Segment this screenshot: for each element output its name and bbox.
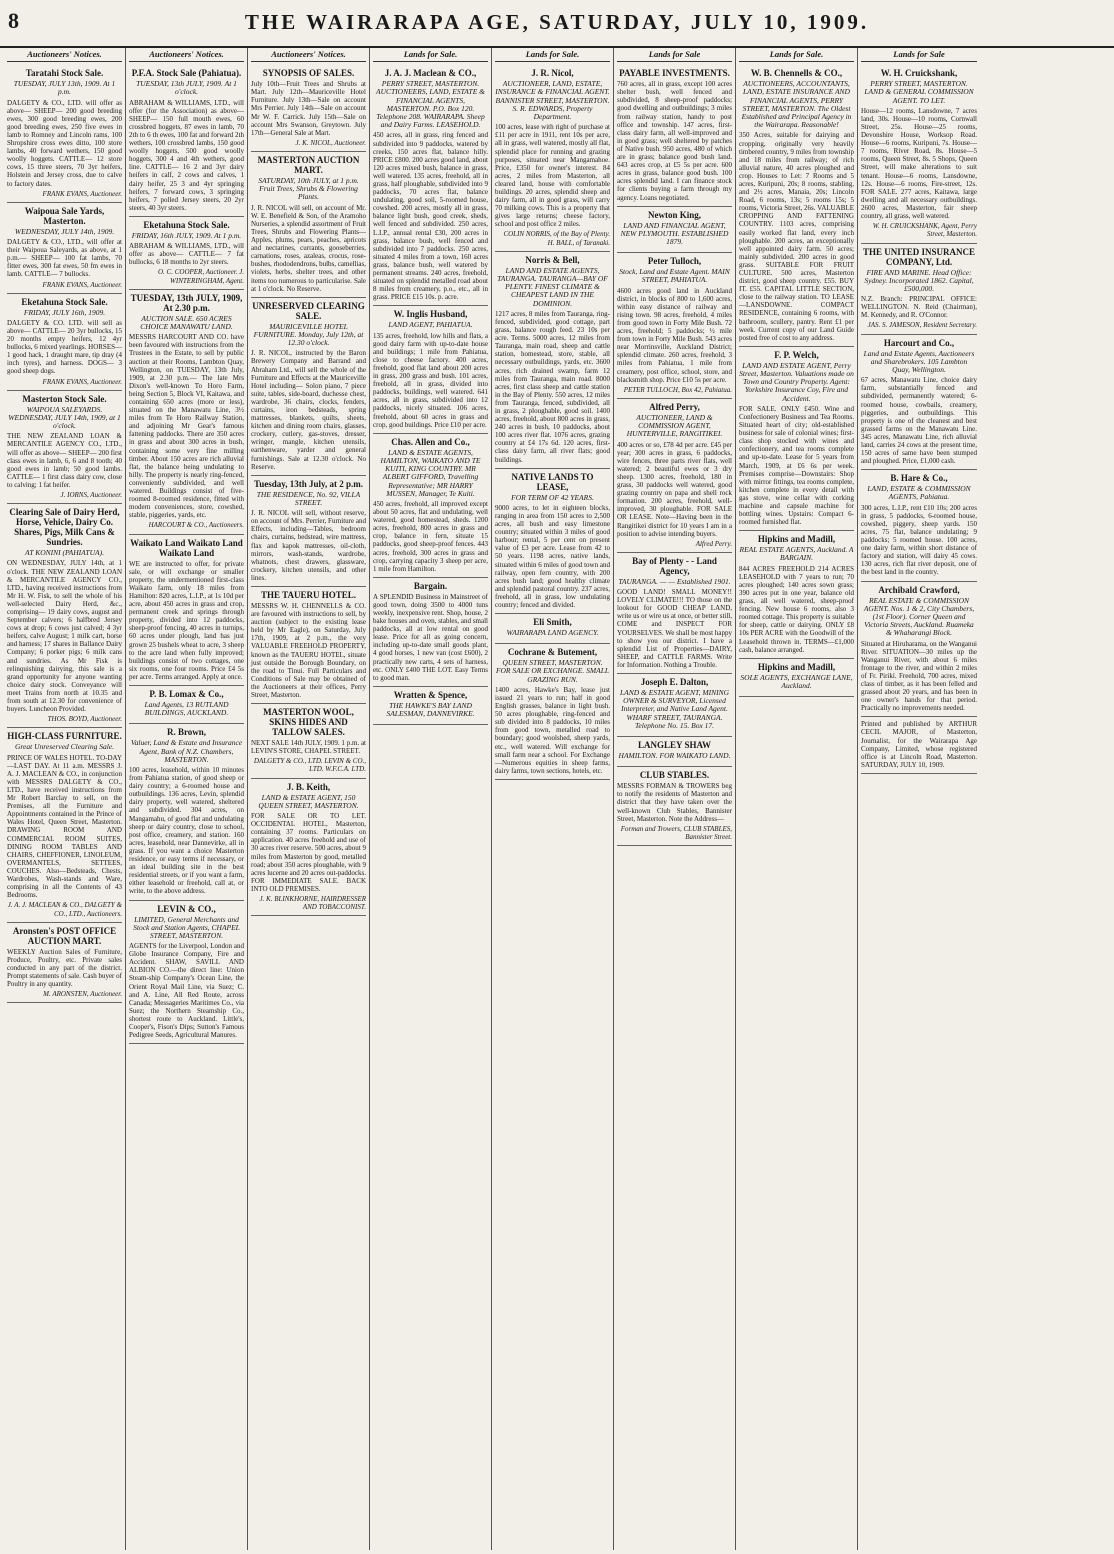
ad-body: 844 ACRES FREEHOLD 214 ACRES LEASEHOLD with 7 years to run; 70 acres ploughed; 140 acres sown grass; 390 acres put in one year, balance old grass, all well watered, sheep-proof fencing. New house 6 rooms, also 3 roomed cottage. This property is suitable for sheep, cattle or dairying. ONLY £8 10s PER ACRE with the Goodwill of the Leasehold thrown in. TERMS—£1,000 cash, balance arranged. (739, 564, 854, 654)
advertisement (495, 65, 610, 252)
ad-title: J. A. J. Maclean & CO., (384, 68, 477, 79)
ad-signature: DALGETY & CO., LTD. LEVIN & CO., LTD. W.F.C.A. LTD. (253, 757, 366, 774)
advertisement (495, 469, 610, 614)
ad-title: W. H. Cruickshank, (880, 68, 958, 79)
ad-body: ABRAHAM & WILLIAMS, LTD., will offer (for the Association) as above— SHEEP— 150 full mouth ewes, 60 crossbred hoggets, 87 ewes in lamb, 70 2th to 6 th ewes, 100 fat and forward 2th wethers, 100 crossbred lambs, 150 good woolly hoggets, 500 good woolly hoggets, 300 4 and 4th wethers, good line. CATTLE— 16 2 and 3yr dairy heifers in calf, 2 cows and calves, 1 dairy heifer, 25 3 and 4yr springing heifers, 7 forward cows, 3 springing heifers, 7 polled Jersey steers, 20 2yr steers, 40 3yr steers. (129, 98, 244, 212)
masthead (0, 0, 1114, 48)
ad-subtitle: FRIDAY, 16th JULY, 1909. At 1 p.m. (131, 230, 242, 240)
ad-subtitle: LAND & ESTATE AGENT, 150 QUEEN STREET, MASTERTON. (258, 792, 359, 810)
ad-title: NATIVE LANDS TO LEASE, (511, 471, 594, 492)
ad-title: MASTERTON WOOL, SKINS HIDES AND TALLOW SALES. (263, 707, 354, 738)
ad-signature: FRANK EVANS, Auctioneer. (42, 377, 122, 386)
advertisement (861, 582, 977, 718)
ad-title: MASTERTON AUCTION MART. (257, 155, 360, 176)
ad-subtitle: Land Agents, 13 RUTLAND BUILDINGS, AUCKLAND. (144, 699, 229, 718)
ad-title: B. Hare & Co., (890, 473, 948, 484)
ad-subtitle: LAND & ESTATE AGENTS, HAMILTON, WAIKATO AND TE KUITI, KING COUNTRY. MR ALBERT GIFFORD, Travelling Representative; MR HARRY MUSSEN, Manager, Te Kuiti. (380, 447, 481, 498)
ad-title: LANGLEY SHAW (638, 740, 711, 751)
ad-title: HIGH-CLASS FURNITURE. (7, 731, 122, 742)
ad-signature: J. IORNS, Auctioneer. (60, 491, 122, 500)
ad-body: PRINCE OF WALES HOTEL. TO-DAY—LAST DAY. At 11 a.m. MESSRS J. A. J. MACLEAN & CO., in conjunction with MESSRS DALGETY & CO., LTD., have received instructions from Mr Robert Barclay to sell, on the Premises, all the Furniture and Appointments contained in the Prince of Wales Hotel, Queen Street, Masterton. DRAWING ROOM AND COMMERCIAL ROOM SUITES, DINING ROOM TABLES AND CHAIRS, CHEFFIONER, LINOLEUM, OVERMANTELS, SETTEES, COUCHES. Also—Bedsteads, Chests, Wardrobes, Wash-stands and Ware, comprising in all the Contents of 43 Bedrooms. (7, 753, 122, 900)
advertisement (129, 686, 244, 724)
ad-body: 100 acres, lease with right of purchase at £11 per acre in 1911, rent 10s per acre, all in grass, well watered, mostly all flat, splendid place for running and grazing purposes, situated near Mangamahoe. Price, £350 for owner's interest. 84 acres, 2 miles from Masterton, all cleared land, house with comfortable buildings. 20 acres, splendid sheep and dairy farm, all in good grass, will carry 70 milking cows. This is a property that gives large returns; cheese factory, school and post office 2 miles. (495, 123, 610, 229)
ad-body: 450 acres, freehold, all improved except about 50 acres, flat and undulating, well watered, good homestead, sheds. 1200 acres, freehold, 800 acres in grass and crop, balance in fern, situate 15 paddocks, good sheep-proof fences. 443 acres, freehold, 300 acres in grass and crop, carrying capacity 3 sheep per acre, 1 mile from Hamilton. (373, 499, 488, 573)
ad-subtitle: LAND, ESTATE & COMMISSION AGENTS, Pahiatua. (867, 484, 971, 502)
advertisement (739, 659, 854, 697)
ad-title: THE TAUERU HOTEL. (261, 589, 356, 600)
ad-title: Waikato Land Waikato Land Waikato Land (130, 537, 243, 558)
advertisement (861, 65, 977, 243)
ad-body: J. R. NICOL, instructed by the Baron Brewery Company and Barrand and Abraham Ltd., will sell the whole of the Furniture and Effects at the Mauriceville Hotel including— Solon piano, 7 piece suite, tables, side-board, duchesse chest, wardrobe, 36 chairs, clocks, fenders, curtains, iron bedsteads, spring mattresses, blankets, quilts, sheets, kitchen and dining room chairs, glasses, crockery, cutlery, gas-stoves, dresser, wringer, mangle, kitchen utensils, earthenware, yarder and general furnishings. Sale at 12.30 o'clock. No Reserve. (251, 349, 366, 471)
ad-subtitle: TUESDAY, JULY 13th, 1909. At 1 p.m. (13, 79, 116, 97)
ad-signature: J. K. NICOL, Auctioneer. (295, 138, 366, 147)
advertisement (739, 65, 854, 347)
newspaper-column (248, 48, 370, 1550)
ad-subtitle: FRIDAY, JULY 16th, 1909. (23, 307, 106, 317)
ad-title: W. Inglis Husband, (393, 309, 468, 320)
ad-body: MESSRS FORMAN & TROWERS beg to notify the residents of Masterton and district that they have taken over the well-known Club Stables, Bannister Street, Masterton. Note the Address— (617, 782, 732, 823)
advertisement (7, 203, 122, 294)
ad-subtitle: WAIPOUA SALEYARDS. WEDNESDAY, JULY 14th, 1909, at 1 o'clock. (8, 404, 121, 431)
advertisement (129, 217, 244, 290)
ad-body: 1217 acres, 8 miles from Tauranga, ring-fenced, subdivided, good cottage, part grass, balance rough feed. 23 10s per acre. Terms. 5000 acres, 12 miles from Tauranga, main road, sheep and cattle station, homestead, store, stable, all necessary outbuildings, yards, etc. 3600 acres, rich drained swamp, farm 12 miles from Tauranga, main road. 8000 acres, first class sheep and cattle station in the Bay of Plenty. 550 acres, 12 miles from Tauranga, fenced, subdivided, all in grass, 2 ploughable, good soil. 1400 acres, freehold, about 800 acres in grass, 240 acres in bush, 10 paddocks, about 100 acres river flat. 1076 acres, grazing country at £4 17s 6d. 120 acres, first-class dairy farm, all river flats; good buildings. (495, 309, 610, 464)
newspaper-column (736, 48, 858, 1550)
advertisement (739, 347, 854, 531)
ad-title: Eli Smith, (533, 617, 572, 628)
ad-title: UNRESERVED CLEARING SALE. (252, 300, 365, 321)
advertisement (495, 644, 610, 780)
ad-body: 100 acres, leasehold, within 10 minutes from Pahiatua station, of good sheep or dairy country; a 6-roomed house and outbuildings. 136 acres, Levin, splendid dairy property, well watered, sheltered and subdivided. 304 acres, on Mangamahu, of good flat and undulating sheep or dairy country, close to school, post office, creamery, and station. 160 acres, leasehold, near Dannevirke, all in grass. If you want a choice Masterton residence, or easy terms if necessary, or an ideal building site in the best residential streets, or if you want a farm, either leasehold or freehold, call at, or write, to the above address. (129, 766, 244, 896)
ad-body: 1400 acres, Hawke's Bay, lease just issued 21 years to run; half in good English grasses, balance in light bush. 50 acres ploughable, ring-fenced and sub divided into 8 paddocks, 10 miles from good town, metalled road to boundary; good woolshed, sheep yards, etc., well watered. Will exchange for small farm near a school. For Exchange—Numerous equities in sheep farms, dairy farms, town sections, hotels, etc. (495, 685, 610, 775)
newspaper-title: THE WAIRARAPA AGE, SATURDAY, JULY 10, 1909. (244, 10, 870, 34)
newspaper-column (370, 48, 492, 1550)
ad-title: J. B. Keith, (286, 781, 331, 792)
ad-body: 67 acres, Manawatu Line, choice dairy farm, substantially fenced and subdivided, permanently watered; 6-roomed house, cowbails, creamery, piggeries, and outbuildings. This property is one of the cleanest and best grassed farms on the Manawatu Line. 345 acres, Manawatu Line, rich alluvial land, carries 24 cows at the present time, 150 acres of same have been stumped and ploughed. Price, £1,000 cash. (861, 376, 977, 466)
ad-title: Cochrane & Butement, (507, 647, 598, 658)
newspaper-column (4, 48, 126, 1550)
ad-title: Hipkins and Madill, (757, 534, 836, 545)
ad-title: Eketahuna Stock Sale. (21, 296, 108, 307)
ad-subtitle: AT KONINI (PAHIATUA). (25, 548, 104, 558)
ad-body: 760 acres, all in grass, except 100 acres shelter bush, well fenced and subdivided, 8 sheep-proof paddocks; good dwelling and outbuildings; 3 miles from railway station, handy to post office and township. 147 acres, first-class dairy farm, all well-improved and in good grass; well sheltered by patches of Native bush. 950 acres, 480 of which are in grass; balance good bush land. 643 acres crop, at £5 5s per acre. 600 acres in grass, balance good bush. 100 acres splendid land. I can finance stock for clients buying a farm through my agency. Loans negotiated. (617, 80, 732, 202)
newspaper-column (858, 48, 980, 1550)
ad-title: Waipoua Sale Yards, Masterton. (24, 205, 105, 226)
advertisement (251, 298, 366, 476)
ad-title: P. B. Lomax & Co., (149, 688, 224, 699)
ad-subtitle: REAL ESTATE AGENTS, Auckland. A BARGAIN. (739, 545, 854, 563)
ad-title: Bay of Plenty - - Land Agency, (632, 555, 717, 576)
ad-title: Harcourt and Co., (883, 337, 955, 348)
column-header: Lands for Sale. (373, 48, 488, 62)
ad-title: R. Brown, (166, 727, 207, 738)
ad-subtitle: WEDNESDAY, JULY 14th, 1909. (14, 226, 115, 236)
advertisement (617, 553, 732, 674)
ad-subtitle: PERRY STREET, MASTERTON. LAND & GENERAL COMMISSION AGENT. TO LET. (864, 79, 974, 105)
page-number: 8 (8, 8, 19, 33)
ad-signature: J. K. BLINKHORNE, HAIRDRESSER AND TOBACCONIST. (259, 895, 366, 912)
ad-body: FOR SALE OR TO LET. OCCIDENTAL HOTEL, Masterton, containing 37 rooms. Particulars on application. 40 acres freehold and use of 30 acres river reserve. 500 acres, about 9 miles from Masterton by good, metalled road; about 350 acres ploughable, with 9 acres lucerne and 20 acres out-paddocks. FOR IMMEDIATE SALE. BACK INTO OLD PREMISES. (251, 812, 366, 893)
ad-body: Printed and published by ARTHUR CECIL MAJOR, of Masterton, Journalist, for the Wairarapa Age Company, Limited, whose registered office is at Lincoln Road, Masterton. SATURDAY, JULY 10, 1909. (861, 720, 977, 769)
advertisement (7, 65, 122, 203)
advertisement (739, 531, 854, 658)
ad-subtitle: PERRY STREET, MASTERTON. AUCTIONEERS, LAND, ESTATE & FINANCIAL AGENTS, MASTERTON. P.O. Box 120. Telephone 208. WAIRARAPA. Sheep and Dairy Farms. LEASEHOLD. (376, 79, 485, 130)
ad-title: CLUB STABLES. (639, 770, 710, 781)
ad-signature: FRANK EVANS, Auctioneer. (42, 280, 122, 289)
advertisement (7, 923, 122, 1004)
ad-subtitle: AUCTIONEER, LAND & COMMISSION AGENT, HUNTERVILLE, RANGITIKEI. (626, 412, 723, 439)
ad-body: MESSRS W. H. CHENNELLS & CO. are favoured with instructions to sell, by auction (subject to the existing lease held by Mr Eagle), on Saturday, July 17th, 1909, at 2 p.m., the very VALUABLE FREEHOLD PROPERTY, known as the TAUERU HOTEL, situate just outside the Borough Boundary, on the road to Tinui. Full Particulars and Conditions of Sale may be obtained of the Auctioneers at their offices, Perry Street, Masterton. (251, 601, 366, 699)
ad-subtitle: FIRE AND MARINE. Head Office: Sydney. Incorporated 1862. Capital, £500,000. (864, 267, 974, 293)
advertisement (861, 470, 977, 581)
column-header: Auctioneers' Notices. (129, 48, 244, 62)
advertisement (495, 614, 610, 644)
ad-subtitle: Great Unreserved Clearing Sale. (14, 742, 114, 752)
newspaper-column (126, 48, 248, 1550)
ad-signature: HARCOURT & CO., Auctioneers. (148, 521, 244, 530)
ad-signature: O. C. COOPER, Auctioneer. J. WINTERINGHAM, Agent. (158, 268, 244, 285)
advertisement (861, 244, 977, 335)
column-header: Lands for Sale (861, 48, 977, 62)
advertisement (251, 587, 366, 704)
ad-subtitle: LAND & ESTATE AGENT, MINING OWNER & SURVEYOR, Licensed Interpreter, and Native Land Agent. WHARF STREET, TAURANGA. Telephone No. 15. Box 17. (619, 688, 730, 730)
advertisement (617, 737, 732, 767)
ad-subtitle: LAND AND ESTATE AGENTS, TAURANGA. TAURANGA—BAY OF PLENTY. FINEST CLIMATE & CHEAPEST LAND IN THE DOMINION. (497, 265, 608, 308)
advertisement (617, 253, 732, 399)
ad-signature: M. ARONSTEN, Auctioneer. (43, 990, 122, 999)
advertisement (251, 704, 366, 779)
ad-body: AGENTS for the Liverpool, London and Globe Insurance Company, Fire and Accident. SHAW, SAVILL AND ALBION CO.—the direct line: Union Steam-ship Company's Ocean Line, the Orient Royal Mail Line, via Suez; C. and A. Line, All Red Route, across Canada; Messageries Maritimes Co., via Suez; the Northern Steamship Co., shortest route to Auckland. Little's, Cooper's, Fison's Dips; Sutton's Famous Pedigree Seeds, Agricultural Manures. (129, 942, 244, 1040)
ad-subtitle: AUCTIONEER, LAND, ESTATE, INSURANCE & FINANCIAL AGENT. BANNISTER STREET, MASTERTON. S. R. EDWARDS, Property Department. (495, 79, 610, 122)
ad-signature: JAS. S. JAMESON, Resident Secretary. (867, 321, 977, 330)
advertisement (129, 901, 244, 1045)
ad-title: Taratahi Stock Sale. (25, 68, 104, 79)
advertisement (861, 335, 977, 471)
advertisement (617, 207, 732, 254)
ad-title: Hipkins and Madill, (757, 661, 836, 672)
ad-subtitle: TAURANGA. — — Established 1901. (618, 576, 731, 586)
ad-signature: PETER TULLOCH, Box 42, Pahiatua. (623, 385, 732, 394)
ad-title: THE UNITED INSURANCE COMPANY, Ltd. (862, 246, 976, 267)
advertisement (7, 728, 122, 922)
ad-subtitle: TUESDAY, 13th JULY, 1909. At 1 o'clock. (136, 79, 237, 97)
ad-subtitle: THE RESIDENCE, No. 92, VILLA STREET. (256, 489, 361, 507)
ad-title: Eketahuna Stock Sale. (143, 219, 230, 230)
ad-title: Newton King, (647, 209, 701, 220)
ad-title: J. R. Nicol, (531, 68, 574, 79)
ad-body: 450 acres, all in grass, ring fenced and subdivided into 9 paddocks, watered by creeks, 150 acres flat, balance hilly. PRICE £800. 200 acres good land, about 120 acres mixed bush, balance in grass, well watered. 135 acres, freehold, all in grass, half ploughable, subdivided into 9 paddocks, 70 acres flat, balance undulating, good soil, 5-roomed house, cowshed. 200 acres, mostly all in grass, balance light bush, good creek, sheds, well fenced and subdivided. 250 acres, L.I.P., annual rental £30, 200 acres in grass, balance bush, well fenced and subdivided into 7 paddocks. 250 acres, situated 4 miles from a town, 160 acres grass, balance bush, well watered by permanent streams. 240 acres, freehold, situated on splendid metalled road about 8 miles from creamery, p.o., etc., all in grass. PRICE £15 10s. p. acre. (373, 131, 488, 302)
ad-title: Aronsten's POST OFFICE AUCTION MART. (12, 925, 117, 946)
ad-title: SYNOPSIS OF SALES. (262, 68, 355, 79)
advertisement (7, 504, 122, 728)
ad-subtitle: WAIRARAPA LAND AGENCY. (506, 628, 599, 638)
ad-body: 135 acres, freehold, low hills and flats, a good dairy farm with up-to-date house and buildings; 1 mile from Pahiatua, close to cheese factory. 400 acres, freehold, good flat land about 200 acres in grass, 200 grass and bush. 101 acres, freehold, all in grass, divided into paddocks, buildings, well watered. 641 acres, all in grass, subdivided into 12 paddocks, nicely situated. 106 acres, freehold, about 60 acres in grass and crop, good buildings. Price £10 per acre. (373, 331, 488, 429)
ad-title: Chas. Allen and Co., (391, 436, 470, 447)
ad-body: Situated at Hiruharama, on the Wanganui River. SITUATION—30 miles up the Wanganui River, with about 6 miles frontage to the river, and within 2 miles of Fr. Pirikí. Freehold, 700 acres, mixed class of timber, as it has been felled and grassed about 20 years, and has been in one owner's hands for that period. Practically no improvements needed. (861, 639, 977, 713)
advertisement (129, 65, 244, 217)
advertisement (129, 290, 244, 535)
ad-body: WE are instructed to offer, for private sale, or will exchange or smaller property, the undermentioned first-class Waikato farm, only 18 miles from Hamilton: 820 acres, L.I.P., at 1s 10d per acre, about 450 acres in grass and crop, permanent creek and springs through property, divided into 12 paddocks, sheep-proof fencing, 40 acres in turnips, 60 acres under plough, land has just grown 25 bushels wheat to acre, 3 sheep to the acre land when fully improved; buildings consist of two cottages, one six rooms, one four rooms. Price £4 5s per acre. Terms arranged. Apply at once. (129, 559, 244, 681)
ad-body: 350 Acres, suitable for dairying and cropping, originally very heavily timbered country, 9 miles from township and 18 miles from railway; of rich alluvial nature, 40 acres ploughed and crop. Houses to Let: 7 Rooms and 5 acres, Kuripuni, 20s; 8 rooms, stabling, and 2½ acres, Manaia, 20s; Lincoln Road, 6 rooms, 13s; 5 rooms 15s; 5 rooms, Victoria Street, 26s. VALUABLE CROPPING AND FATTENING COUNTRY. 1103 acres, comprising easily worked flat land, every inch ploughable. 200 acres, an exceptionally well appointed dairy farm. 50 acres; mainly subdivided. 200 acres in good grass. SUITABLE FOR FRUIT CULTURE. 500 acres, Masterton district, good sheep country. £55. BUY IT. £55. CAPITAL LITTLE SECTION, close to the railway station. TO LEASE—LANSDOWNE. COMPACT RESIDENCE, containing 6 rooms, with bathroom, scullery, pantry. Rent £1 per week. Current copy of our Land Guide posted free of cost to any address. (739, 131, 854, 342)
advertisement (373, 687, 488, 725)
ad-title: LEVIN & CO., (157, 903, 216, 914)
advertisement (7, 391, 122, 504)
column-header: Lands for Sale. (495, 48, 610, 62)
advertisement (7, 294, 122, 391)
ad-title: Norris & Bell, (525, 254, 580, 265)
newspaper-column (492, 48, 614, 1550)
ad-title: Joseph E. Dalton, (640, 677, 709, 688)
advertisement (373, 434, 488, 578)
advertisement (617, 65, 732, 206)
advertisement (617, 767, 732, 846)
ad-body: 9000 acres, to let in eighteen blocks, ranging in area from 150 acres to 2,500 acres, all bush and easy limestone country; situated within 3 miles of good harbour; rental, 5 per cent on present value of £3 per acre. Lease from 42 to 50 years. 1198 acres, native lands, situated within 6 miles of good town and railway, open fern country, with 200 acres bush land; good healthy climate and splendid pastoral country. 237 acres, freehold, all in grass, low undulating country; fenced and divided. (495, 503, 610, 609)
ad-title: Masterton Stock Sale. (22, 393, 107, 404)
ad-body: N.Z. Branch: PRINCIPAL OFFICE: WELLINGTON. N. Reid (Chairman), M. Kennedy, and R. O'Connor. (861, 295, 977, 320)
ad-subtitle: LAND AGENT, PAHIATUA. (388, 320, 473, 330)
ad-body: DALGETY & CO., LTD. will offer as above— SHEEP— 200 good breeding ewes, 300 good breeding ewes, 200 good breeding ewes, 250 five ewes in lamb to Romney and Lincoln rams, 100 Shropshire cross ewes ditto, 100 store lambs, 40 forward wethers, 150 good woolly hoggets. CATTLE— 12 store cows, 15 three steers, 70 3yr heifers, Holstein and Jersey cross, due to calve to factory dates. (7, 98, 122, 188)
ad-subtitle: LAND AND ESTATE AGENT, Perry Street, Masterton. Valuations made on Town and Country Property. Agent: Yorkshire Insurance Coy, Fire and Accident. (739, 360, 854, 403)
ad-subtitle: HAMILTON. FOR WAIKATO LAND. (618, 751, 731, 761)
advertisement (373, 578, 488, 687)
ad-body: A SPLENDID Business in Mainstreet of good town, doing 3500 to 4000 tuns weekly, inexpensive rent. Shop, house, 2 bake houses and oven, stables, and small paddocks, all at low rental on good lease. Price for all as going concern, including up-to-date small goods plant, 4 good horses, 1 new van (cost £600), 2 practically new carts, 4 sets of harness, etc. ONLY £400 THE LOT. Easy Terms to good man. (373, 592, 488, 682)
ad-title: Tuesday, 13th July, at 2 p.m. (254, 478, 363, 489)
ad-subtitle: LAND AND FINANCIAL AGENT, NEW PLYMOUTH. ESTABLISHED 1879. (620, 220, 729, 247)
ad-body: ON WEDNESDAY, JULY 14th, at 1 o'clock. THE NEW ZEALAND LOAN & MERCANTILE AGENCY CO., LTD., having received instructions from Mr H. W. Fisk, to sell the whole of his well-selected Dairy Herd, &c., comprising— 19 dairy cows, august and September calvers; 6 halfbred Jersey cows at drop; 6 cows just calved; 4 3yr heifers, calve August; 1 milk cart, horse and harness; 17 shares in Ballance Dairy Company; 6 porker pigs; 6 milk cans and sundries. As Mr Fisk is relinquishing dairying, this sale is a grand opportunity for anyone wanting choice dairy stock. Conveyance will meet Trains from north at 10.35 and from south at 12.30 for convenience of buyers. Luncheon Provided. (7, 559, 122, 714)
ad-body: J. R. NICOL will sell, without reserve, on account of Mrs. Perrier, Furniture and Effects, including—Tables, bedroom chairs, curtains, bedstead, wire mattress, flax and kapok mattresses, oil-cloth, mirrors, wash-stands, wardrobe, whatnots, chest drawers, glassware, crockery, kitchen utensils, and other lines. (251, 509, 366, 582)
advertisement (373, 306, 488, 433)
advertisement (251, 152, 366, 298)
ad-title: Alfred Perry, (649, 401, 700, 412)
advertisement (495, 252, 610, 469)
ad-body: 400 acres or so, £78 4d per acre. £45 per year; 300 acres in grass, 6 paddocks, wire fences, three parts river flats, well watered; 2 beautiful ewes or 3 dry sheep. 1300 acres, freehold, 180 in grass, 30 paddocks well watered, good grazing country on papa and shell rock formation. 200 acres, freehold, well-improved, 30 ploughable. FOR SALE OR LEASE. Note—Having been in the Rangitikei district for 10 years I am in a position to advise intending buyers. (617, 440, 732, 538)
column-header: Auctioneers' Notices. (251, 48, 366, 62)
newspaper-column (614, 48, 736, 1550)
ad-body: House—12 rooms, Lansdowne, 7 acres land, 30s. House—10 rooms, Cornwall Street, 25s. House—25 rooms, Devonshire House, Worksop Road. House—6 rooms, Kuripuni, 7s. House—7 rooms, River Road, 8s. House—5 rooms, Queen Street, 8s. 5 Shops, Queen Street, will make alterations to suit tenant. House—6 rooms, Lansdowne, 12s. House—6 rooms, Fire-street, 12s. FOR SALE. 277 acres, Kaitawa, large dwelling and all necessary outbuildings. 2600 acres, Masterton, fair sheep country, all grass, well watered. (861, 106, 977, 221)
ad-body: J. R. NICOL will sell, on account of Mr. W. E. Benefield & Son, of the Aramoho Nurseries, a splendid assortment of Fruit Trees, Shrubs and Flowering Plants—Apples, plums, pears, peaches, apricots and nectarines, currants, gooseberries, carnations, roses, azaleas, crocus, rose-bushes, rhododendrons, bulbs, camellias, violets, herbs, shelter trees, and other items too numerous to particularise. Sale at 1 o'clock. No Reserve. (251, 203, 366, 293)
ad-subtitle: SATURDAY, 10th JULY, at 1 p.m. Fruit Trees, Shrubs & Flowering Plants. (258, 176, 359, 202)
advertisement (129, 724, 244, 900)
ad-signature: J. A. J. MACLEAN & CO., DALGETY & CO., LTD., Auctioneers. (7, 901, 122, 918)
ad-title: Clearing Sale of Dairy Herd, Horse, Vehicle, Dairy Co. Shares, Pigs, Milk Cans & Sundries. (9, 507, 120, 548)
ad-subtitle: AUCTIONEERS, ACCOUNTANTS, LAND, ESTATE INSURANCE AND FINANCIAL AGENTS, PERRY STREET, MASTERTON. The Oldest Established and Principal Agency in the Wairarapa. Reasonable! (741, 79, 852, 130)
ad-subtitle: Land and Estate Agents, Auctioneers and Sharebrokers. 105 Lambton Quay, Wellington. (863, 348, 975, 375)
ad-subtitle: MAURICEVILLE HOTEL FURNITURE. Monday, July 12th, at 12.30 o'clock. (253, 321, 364, 348)
ad-body: THE NEW ZEALAND LOAN & MERCANTILE AGENCY CO., LTD., will offer as above— SHEEP— 200 first class ewes in lamb, 6, 6 and 8 tooth; 40 good ewes in lamb; 50 good lambs. CATTLE— 1 first class dairy cow, close to calving; 1 fat heifer. (7, 432, 122, 489)
ad-subtitle: QUEEN STREET, MASTERTON. FOR SALE OR EXCHANGE. SMALL GRAZING RUN. (495, 658, 610, 684)
ad-body: FOR SALE. ONLY £450. Wine and Confectionery Business and Tea Rooms. Situated heart of city; old-established business for sale of colonial wines; first-class shop stocked with wines and confectionery, and tea rooms complete and up-to-date. Lease for 5 years from March, 1909, at £6 6s per week. Premises comprise—Downstairs: Shop with mirror fittings, tea rooms complete, kitchen complete in every detail with gas stove, wine cellar with corking machine and capsule machine for bottling wines. Upstairs: Compact 6-roomed furnished flat. (739, 404, 854, 527)
advertisement (251, 65, 366, 152)
advertisement (617, 674, 732, 737)
ad-signature: FRANK EVANS, Auctioneer. (42, 189, 122, 198)
ad-signature: Forman and Trowers, CLUB STABLES, Bannister Street. (620, 824, 732, 841)
ad-body: GOOD LAND! SMALL MONEY!! LOVELY CLIMATE!!! TO those on the lookout for GOOD CHEAP LAND, write us or wire us at once, or better still, COME and INSPECT FOR YOURSELVES. We shall be most happy to show you our district. I have a splendid List of Properties—DAIRY, SHEEP, and CATTLE FARMS. Write for Information. Nothing a Trouble. (617, 588, 732, 669)
ad-body: DALGETY & CO., LTD., will offer at their Waipoua Saleyards, as above, at 1 p.m.— SHEEP— 100 fat lambs, 70 fitter ewes, 300 fat ewes, 50 fm ewes in lamb. CATTLE— 7 bullocks. (7, 238, 122, 279)
ad-body: July 10th—Fruit Trees and Shrubs at Mart. July 12th—Mauriceville Hotel Furniture. July 13th—Sale on account Mrs Perrier. July 14th—Sale on account Mr W. F. Carrick. July 15th—Sale on account Mrs Swanson, Greytown. July 17th—General Sale at Mart. (251, 80, 366, 137)
ad-signature: W. H. CRUICKSHANK, Agent, Perry Street, Masterton. (872, 222, 977, 239)
advertisement (617, 399, 732, 553)
advertisement (861, 717, 977, 774)
ad-title: Wratten & Spence, (393, 689, 468, 700)
ad-title: Archibald Crawford, (878, 584, 960, 595)
ad-body: DALGETY & CO. LTD. will sell as above— CATTLE— 20 3yr bullocks, 15 20 months empty heifers, 12 4yr bullocks, 6 mixed yearlings. HORSES— 1 good hack, 1 draught mare, tip dray (4 inch tyres), and harness. DOGS— 3 good sheep dogs. (7, 318, 122, 376)
ad-signature: Alfred Perry. (695, 539, 732, 548)
ad-subtitle: SOLE AGENTS, EXCHANGE LANE, Auckland. (740, 672, 853, 690)
ad-body: NEXT SALE 14th JULY, 1909. 1 p.m. at LEVIN'S STORE, CHAPEL STREET. (251, 739, 366, 756)
ad-title: Peter Tulloch, (647, 256, 702, 267)
ad-body: 4600 acres good land in Auckland district, in blocks of 800 to 1,600 acres, within easy distance of railway and rising town. 98 acres, freehold, 4 miles from good town in Forty Mile Bush. 72 acres, freehold; 5 paddocks; ½ mile from town in Forty Mile Bush. 543 acres near Morrinsville, Auckland District; splendid climate. 260 acres, freehold, 3 miles from Pahiatua, 1 mile from creamery, post office, school, store, and blacksmith shop. Price £10 5s per acre. (617, 286, 732, 384)
advertisement (251, 476, 366, 587)
columns-container (4, 48, 1110, 1550)
ad-body: MESSRS HARCOURT AND CO. have been favoured with instructions from the Trustees in the Estate, to sell by public auction at their Rooms, Lambton Quay, Wellington, on TUESDAY, 13th July, 1909, at 2.30 p.m.— The late Mrs Dixon's well-known To Horo Farm, being Section 5, Block VI, Kaitawa, and containing 650 acres (more or less), situated on the Manawatu Line, 3½ miles from Te Horo Railway Station, and adjoining Mr Gear's famous fattening paddocks. There are 350 acres in grass and about 300 acres in bush, containing some very fine milling timber. About 150 acres are rich alluvial flat, the balance being undulating to hilly. The property is nearly ring-fenced, conveniently subdivided, and well watered. Buildings consist of five-roomed 8-roomed residence, fitted with modern conveniences, store, cowshed, stable, piggeries, yards, etc. (129, 333, 244, 520)
ad-subtitle: Valuer, Land & Estate and Insurance Agent, Bank of N.Z. Chambers, MASTERTON. (130, 738, 243, 764)
ad-title: Bargain. (413, 580, 448, 591)
ad-body: 300 acres, L.I.P., rent £10 10s; 200 acres in grass, 5 paddocks, 6-roomed house, cowshed, piggery, sheep yards. 150 acres, 75 flat, balance undulating; 9 paddocks; 5 roomed house. 100 acres, one dairy farm, within short distance of factory and station, will dairy 45 cows. 130 acres, rich flat river deposit, one of the best land in the country. (861, 503, 977, 577)
ad-signature: COLIN NORRIS, of the Bay of Plenty. H. BALL, of Taranaki. (503, 230, 610, 247)
ad-subtitle: THE HAWKE'S BAY LAND SALESMAN, DANNEVIRKE. (386, 700, 475, 719)
column-header: Lands for Sale. (739, 48, 854, 62)
advertisement (129, 535, 244, 686)
ad-signature: THOS. BOYD, Auctioneer. (47, 715, 122, 724)
ad-title: PAYABLE INVESTMENTS. (619, 68, 730, 79)
column-header: Auctioneers' Notices. (7, 48, 122, 62)
ad-body: ABRAHAM & WILLIAMS, LTD., will offer as above— CATTLE— 7 fat bullocks, 6 18 months to 2yr steers. (129, 242, 244, 267)
advertisement (373, 65, 488, 306)
ad-subtitle: REAL ESTATE & COMMISSION AGENT. Nos. 1 & 2, City Chambers, (1st Floor). Corner Queen and Victoria Streets, Auckland. Ruameka & Whaharangi Block. (863, 595, 975, 638)
ad-title: TUESDAY, 13th JULY, 1909, At 2.30 p.m. (130, 292, 243, 313)
ad-subtitle: LIMITED, General Merchants and Stock and Station Agents, CHAPEL STREET, MASTERTON. (133, 914, 240, 940)
ad-title: F. P. Welch, (774, 349, 819, 360)
ad-subtitle: FOR TERM OF 42 YEARS. (511, 492, 594, 502)
ad-subtitle: Stock, Land and Estate Agent. MAIN STREET, PAHIATUA. (619, 267, 730, 285)
ad-subtitle: AUCTION SALE. 650 ACRES CHOICE MANAWATU LAND. (140, 313, 233, 332)
ad-title: P.F.A. Stock Sale (Pahiatua). (131, 68, 242, 79)
ad-body: WEEKLY Auction Sales of Furniture, Produce, Poultry, etc. Private sales conducted in any part of the district. Prompt statements of sale. Cash buyer of Poultry in any quantity. (7, 947, 122, 989)
ad-title: W. B. Chennells & CO., (750, 68, 843, 79)
advertisement (251, 779, 366, 917)
column-header: Lands for Sale (617, 48, 732, 62)
